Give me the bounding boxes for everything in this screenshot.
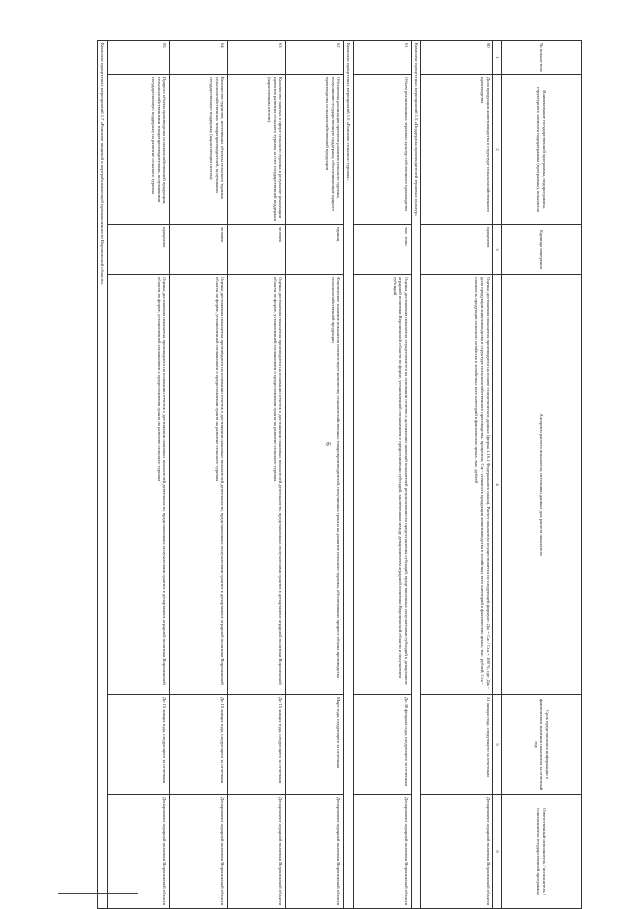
table-row: [421, 41, 493, 909]
row-term: Март года, следующего за отчетным: [285, 695, 343, 795]
section-title: Комплекс процессных мероприятий 1.7 «Развитие пищевой и перерабатывающей промышленности Воронежской области»: [98, 41, 108, 909]
footer-rule: [58, 893, 138, 894]
row-term: 31 января года, следующего за отчетным: [421, 695, 493, 795]
row-executor: Департамент аграрной политики Воронежской области: [421, 795, 493, 909]
row-executor: Департамент аграрной политики Воронежской области: [353, 795, 411, 909]
row-num: 61: [353, 41, 411, 75]
col-number: 6: [493, 795, 502, 909]
row-algorithm: Оценка достижения показателя производится на основании отчетов о достижении плановых показателей деятельности, представленных получателями грантов в департамент аграрной политики Воронежской области по форме, установленной соглашением о предоставлении гранта на развитие сельского туризма: [169, 275, 227, 695]
header-unit: Единица измерения: [502, 225, 582, 275]
row-name: Количество туристов, посетивших объекты сельского туризма сельскохозяйственных товаропроизводителей, получивших государственную поддержку (нарастающим итогом): [169, 75, 227, 225]
col-number: 3: [493, 225, 502, 275]
header-term: Срок представления информации о фактическом значении показателя за отчетный год: [502, 695, 582, 795]
row-unit: процентов: [421, 225, 493, 275]
column-number-row: [493, 41, 502, 909]
table-row: [285, 41, 343, 909]
page-number: 6: [323, 442, 332, 446]
row-executor: Департамент аграрной политики Воронежской области: [285, 795, 343, 909]
section-title: Комплекс процессных мероприятий 1.5 «Поддержка производителей зерновых культур»: [411, 41, 421, 909]
table-header-row: [502, 41, 582, 909]
row-num: 62: [285, 41, 343, 75]
row-algorithm: Фактическое значение показателя соответствует количеству сельскохозяйственных товаропроизводителей, получивших гранты на развитие сельского туризма, обеспечивших прирост объема производства сельскохозяйственной продукции: [285, 275, 343, 695]
section-title: Комплекс процессных мероприятий 1.6 «Развитие сельского туризма»: [343, 41, 353, 909]
row-algorithm: Оценка достижения показателя осуществляется на основании отчетов о достижении значений показателей результативности предоставления субсидий, представленных получателями субсидий в департамент аграрной политики Воронежской области по форме, установленной соглашением о предоставлении субсидий, заключенным между департаментом аграрной политики Воронежской области и получателем субсидий: [353, 275, 411, 695]
table-row: [353, 41, 411, 909]
col-number: 1: [493, 41, 502, 75]
header-name: Наименование государственной программы, подпрограммы, структурного элемента подпрограммы (программы), показателя: [502, 75, 582, 225]
indicators-table: [97, 40, 582, 909]
col-number: 5: [493, 695, 502, 795]
row-name: Обеспечена реализация проектов развития сельского туризма, получившие государственную поддержку, обеспечивающие прирост производства сельскохозяйственной продукции: [285, 75, 343, 225]
row-term: До 15 января года, следующего за отчетным: [107, 695, 169, 795]
header-algorithm: Алгоритм расчета показателя, источники данных для расчета показателя: [502, 275, 582, 695]
table-row: [107, 41, 169, 909]
row-unit: процентов: [107, 225, 169, 275]
row-algorithm: Оценка достижения показателя производится на основе статистических данных (форма 1.16.1 Федерального плана). Расчет показателя осуществляется по следующей формуле: Дж = Сж / Сса × 100 %, где: Дж - доля продукции животноводства в структуре сельскохозяйственного производства, процентов; Сж - стоимость продукции животноводства в хозяйствах всех категорий в фактических ценах, тыс. рублей; Сса - стоимость продукции сельского хозяйства в хозяйствах всех категорий в фактических ценах, тыс. рублей: [421, 275, 493, 695]
row-unit: человек: [227, 225, 285, 275]
table-row: [169, 41, 227, 909]
section-row: [98, 41, 108, 909]
row-executor: Департамент аграрной политики Воронежской области: [107, 795, 169, 909]
row-unit: тыс. тонн: [353, 225, 411, 275]
col-number: 2: [493, 75, 502, 225]
col-number: 4: [493, 275, 502, 695]
section-row: [411, 41, 421, 909]
row-unit: человек: [169, 225, 227, 275]
row-term: До 15 января года, следующего за отчетным: [227, 695, 285, 795]
row-unit: единиц: [285, 225, 343, 275]
row-name: Количество занятых в сфере сельского туризма в результате реализации проектов развития сельского туризма за счет государственной поддержки (нарастающим итогом): [227, 75, 285, 225]
row-num: 64: [169, 41, 227, 75]
row-num: 63: [227, 41, 285, 75]
header-num: № показа-теля: [502, 41, 582, 75]
rotated-table-container: [92, 40, 582, 908]
row-num: 65: [107, 41, 169, 75]
row-term: До 30 февраля года, следующего за отчетным: [353, 695, 411, 795]
row-executor: Департамент аграрной политики Воронежской области: [169, 795, 227, 909]
row-num: 60: [421, 41, 493, 75]
row-name: Объем реализованных зерновых культур собственного производства: [353, 75, 411, 225]
row-name: Доля продукции животноводства в структуре сельскохозяйственного производства: [421, 75, 493, 225]
section-row: [343, 41, 353, 909]
table-row: [227, 41, 285, 909]
row-name: Прирост объема производства сельскохозяйственной продукции, сельскохозяйственными товаропроизводителями, получившими государственную поддержку на развитие сельского туризма: [107, 75, 169, 225]
row-term: До 15 января года, следующего за отчетным: [169, 695, 227, 795]
header-executor: Ответственный исполнитель / исполнитель / соисполнитель государственной программы: [502, 795, 582, 909]
row-algorithm: Оценка достижения показателя производится на основании отчетов о достижении плановых показателей деятельности, представленных получателями грантов в департамент аграрной политики Воронежской области по форме, установленной соглашением о предоставлении гранта на развитие сельского туризма: [107, 275, 169, 695]
row-executor: Департамент аграрной политики Воронежской области: [227, 795, 285, 909]
row-algorithm: Оценка достижения показателя производится на основании отчетов о достижении плановых показателей деятельности, представленных получателями грантов в департамент аграрной политики Воронежской области по форме, установленной соглашением о предоставлении гранта на развитие сельского туризма: [227, 275, 285, 695]
